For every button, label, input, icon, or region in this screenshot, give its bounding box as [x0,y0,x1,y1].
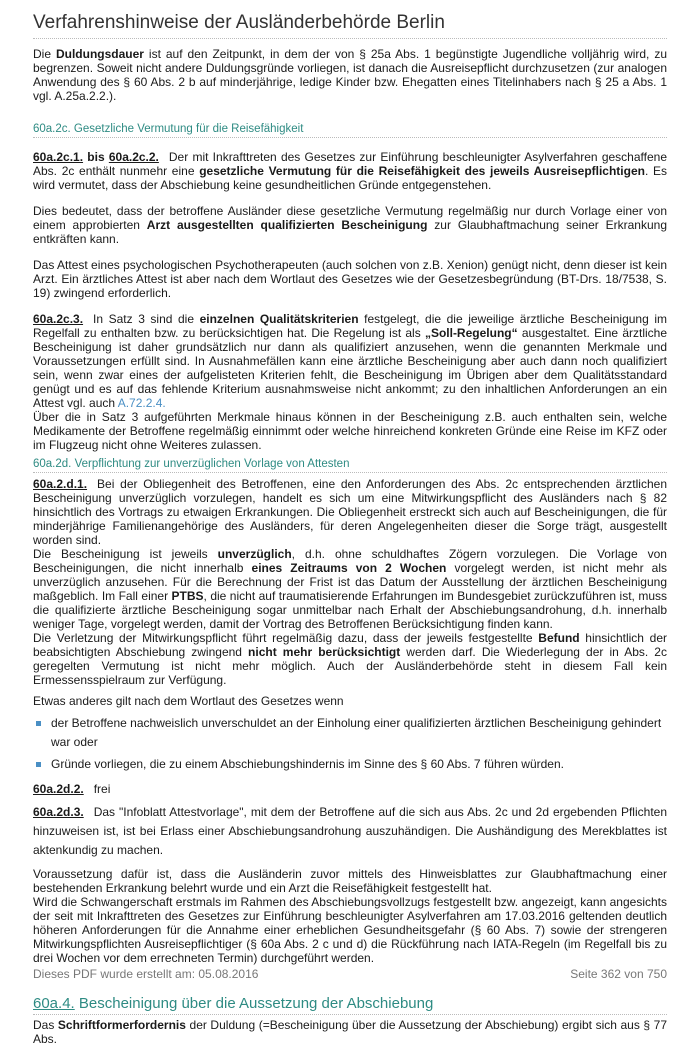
paragraph-psychotherapeut-attest: Das Attest eines psychologischen Psychotherapeuten (auch solchen von z.B. Xenion) genügt nicht, denn dieser ist kein Arzt. Ein ärztliches Attest ist aber nach dem Wortlaut des Gesetzes wie der Gesetzesbegründung (BT-Drs. 18/7538, S. 19) zwingend erforderlich. [33,258,667,300]
exception-list [33,714,667,774]
paragraph-60a-2d-3: 60a.2d.3. Das "Infoblatt Attestvorlage", mit dem der Betroffene auf die sich aus Abs. 2c und 2d ergebenden Pflichten hinzuweisen ist, ist bei Erlass einer Abschiebungsandrohung auszuhändigen. Die Aushändigung des Merekblattes ist aktenkundig zu machen. [33,805,667,857]
link-a-72-2-4[interactable]: A.72.2.4. [117,396,166,410]
paragraph-60a-2c-3: 60a.2c.3. In Satz 3 sind die einzelnen Qualitätskriterien festgelegt, die die jeweilige ärztliche Bescheinigung im Regelfall zu enthalten bzw. zu berücksichtigen hat. Die Regelung ist als „Soll-Regelung“ ausgestaltet. Eine ärztliche Bescheinigung ist daher grundsätzlich nur dann als qualifiziert anzusehen, wenn die genannten Merkmale und Voraussetzungen erfüllt sind. In Ausnahmefällen kann eine ärztliche Bescheinigung aber auch dann noch qualifiziert sein, wenn zwar eines der aufgelisteten Kriterien fehlt, die Bescheinigung im Übrigen aber dem Qualitätsstandard genügt und es auf das fehlende Kriterium ausnahmsweise nicht ankommt; zu den inhaltlichen Anforderungen an ein Attest vgl. auch A.72.2.4. [33,312,668,410]
paragraph-schwangerschaft: Wird die Schwangerschaft erstmals im Rahmen des Abschiebungsvollzugs festgestellt bzw. angezeigt, kann angesichts der seit mit Inkrafttreten des Gesetzes zur Einführung beschleunigter Asylverfahren am 17.03.2016 geltenden deutlich höheren Anforderungen für die Annahme einer erheblichen Gesundheitsgefahr (§ 60 Abs. 7) sowie der strengeren Mitwirkungspflichten Ausreisepflichtiger (§ 60a Abs. 2 c und d) die Rückführung nach IATA-Regeln (im Regelfall bis zu drei Wochen vor dem errechneten Termin) durchgeführt werden. [33,895,667,965]
paragraph-merkmale: Über die in Satz 3 aufgeführten Merkmale hinaus können in der Bescheinigung z.B. auch enthalten sein, welche Medikamente der Betroffene regelmäßig einnimmt oder welche hinreichend konkreten Gründe eine Reise im KFZ oder im Flugzeug nicht ohne Weiteres zulassen. [33,410,667,452]
section-heading-60a-2d: 60a.2d. Verpflichtung zur unverzüglichen Vorlage von Attesten [33,458,667,473]
paragraph-60a-2c-1: 60a.2c.1. bis 60a.2c.2. Der mit Inkrafttreten des Gesetzes zur Einführung beschleunigter Asylverfahren geschaffene Abs. 2c enthält nunmehr eine gesetzliche Vermutung für die Reisefähigkeit des jeweils Ausreisepflichtigen. Es wird vermutet, dass der Abschiebung keine gesundheitlichen Gründe entgegenstehen. [33,150,668,192]
footer-created-date: Dieses PDF wurde erstellt am: 05.08.2016 [33,967,259,981]
section-heading-60a-2c: 60a.2c. Gesetzliche Vermutung für die Reisefähigkeit [33,123,667,138]
paragraph-unverzueglich: Die Bescheinigung ist jeweils unverzüglich, d.h. ohne schuldhaftes Zögern vorzulegen. Die Vorlage von Bescheinigungen, die nicht innerhalb eines Zeitraums von 2 Wochen vorgelegt werden, ist nicht mehr als unverzüglich anzusehen. Für die Berechnung der Frist ist das Datum der Ausstellung der ärztlichen Bescheinigung maßgeblich. Im Fall einer PTBS, die nicht auf traumatisierende Erfahrungen im Bundesgebiet zurückzuführen ist, muss die qualifizierte ärztliche Bescheinigung sogar unmittelbar nach Erhalt der Abschiebungsandrohung, d.h. innerhalb weniger Tage, vorgelegt werden, damit der Vortrag des Betroffenen Berücksichtigung finden kann. [33,547,668,631]
bullet-square-icon [36,721,41,726]
paragraph-reisefaehigkeit-vermutung: Dies bedeutet, dass der betroffene Ausländer diese gesetzliche Vermutung regelmäßig nur durch Vorlage einer von einem approbierten Arzt ausgestellten qualifizierten Bescheinigung zur Glaubhaftmachung seiner Erkrankung entkräften kann. [33,204,668,246]
page-footer [33,967,667,981]
list-item: Gründe vorliegen, die zu einem Abschiebungshindernis im Sinne des § 60 Abs. 7 führen würden. [45,755,667,774]
paragraph-exception-intro: Etwas anderes gilt nach dem Wortlaut des Gesetzes wenn [33,694,344,708]
paragraph-mitwirkungspflicht: Die Verletzung der Mitwirkungspflicht führt regelmäßig dazu, dass der jeweils festgestellte Befund hinsichtlich der beabsichtigten Abschiebung zwingend nicht mehr berücksichtigt werden darf. Die Wiederlegung der in Abs. 2c geregelten Vermutung ist nicht mehr möglich. Auch der Ausländerbehörde steht in diesem Fall kein Ermessensspielraum zur Verfügung. [33,631,667,687]
bullet-square-icon [36,762,41,767]
footer-page-number: Seite 362 von 750 [570,967,667,981]
document-page [33,0,667,1046]
page-title: Verfahrenshinweise der Ausländerbehörde Berlin [33,12,667,39]
paragraph-voraussetzung: Voraussetzung dafür ist, dass die Ausländerin zuvor mittels des Hinweisblattes zur Glaubhaftmachung einer bestehenden Erkrankung belehrt wurde und ein Arzt die Reisefähigkeit festgestellt hat. [33,867,667,895]
paragraph-60a-2d-2: 60a.2d.2. frei [33,782,111,796]
section-heading-60a-4: 60a.4. Bescheinigung über die Aussetzung der Abschiebung [33,995,667,1015]
list-item: der Betroffene nachweislich unverschuldet an der Einholung einer qualifizierten ärztlichen Bescheinigung gehindert war oder [45,714,667,752]
paragraph-schriftform: Das Schriftformerfordernis der Duldung (=Bescheinigung über die Aussetzung der Abschiebung) ergibt sich aus § 77 Abs. [33,1018,667,1046]
paragraph-60a-2d-1: 60a.2.d.1. Bei der Obliegenheit des Betroffenen, eine den Anforderungen des Abs. 2c entsprechenden ärztlichen Bescheinigung unverzüglich vorzulegen, handelt es sich um eine Mitwirkungspflicht des Ausländers nach § 82 hinsichtlich des Vortrags zu etwaigen Erkrankungen. Die Obliegenheit erstreckt sich auch auf Bescheinigungen, die für minderjährige Familienangehörige des Ausländers, für deren Angelegenheiten dieser die Sorge trägt, ausgestellt worden sind. [33,477,667,547]
intro-paragraph: Die Duldungsdauer ist auf den Zeitpunkt, in dem der von § 25a Abs. 1 begünstigte Jugendliche volljährig wird, zu begrenzen. Soweit nicht andere Duldungsgründe vorliegen, ist danach die Ausreisepflicht durchzusetzen (zur analogen Anwendung des § 60 Abs. 2 b auf minderjährige, ledige Kinder bzw. Ehegatten eines Titelinhabers nach § 25 a Abs. 1 vgl. A.25a.2.2.). [33,47,667,103]
